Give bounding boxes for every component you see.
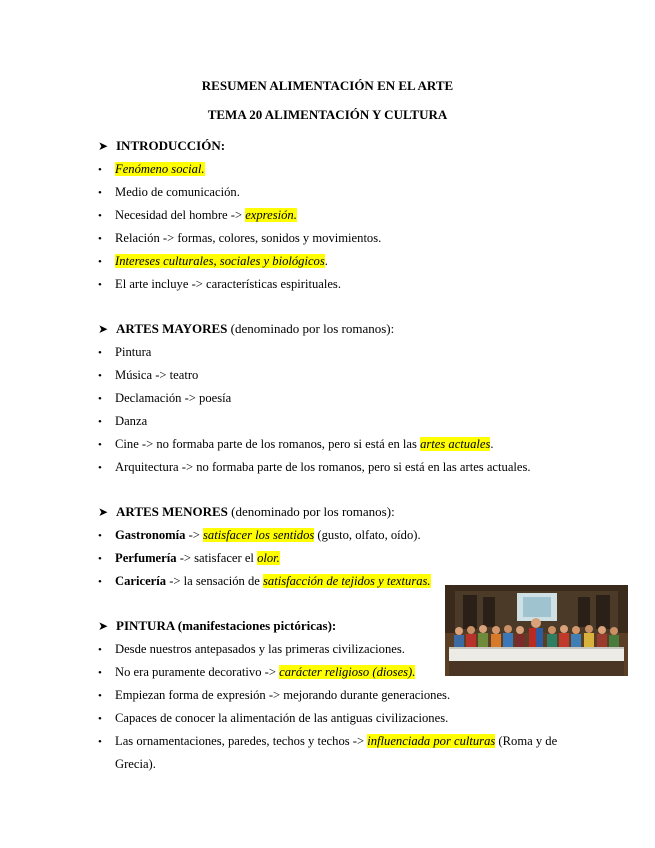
list-item: • Gastronomía -> satisfacer los sentidos (gusto, olfato, oído). [98,528,421,542]
bullet-icon: • [98,210,102,222]
list-item: • Perfumería -> satisfacer el olor. [98,551,280,565]
list-item: • Caricería -> la sensación de satisfacción de tejidos y texturas. [98,574,431,588]
bullet-icon: • [98,370,102,382]
list-item: • Las ornamentaciones, paredes, techos y techos -> influenciada por culturas (Roma y de [98,734,558,748]
bullet-icon: • [98,644,102,656]
arrow-icon: ➤ [98,505,109,519]
list-item: • Desde nuestros antepasados y las primeras civilizaciones. [98,642,405,656]
section-heading-menores: ➤ ARTES MENORES (denominado por los romanos): [98,504,395,519]
list-item: • Declamación -> poesía [98,391,232,405]
bullet-icon: • [98,164,102,176]
bullet-icon: • [98,462,102,474]
bullet-icon: • [98,736,102,748]
bullet-icon: • [98,233,102,245]
bullet-icon: • [98,690,102,702]
bullet-icon: • [98,553,102,565]
section-heading-intro: ➤ INTRODUCCIÓN: [98,138,226,153]
bullet-icon: • [98,187,102,199]
list-item: • El arte incluye -> características espirituales. [98,277,341,291]
last-supper-painting [445,585,628,676]
list-item: • Medio de comunicación. [98,185,240,199]
list-item: • Pintura [98,345,152,359]
bullet-icon: • [98,279,102,291]
list-item: • Empiezan forma de expresión -> mejorando durante generaciones. [98,688,451,702]
list-item: • Relación -> formas, colores, sonidos y movimientos. [98,231,382,245]
list-item: • Música -> teatro [98,368,199,382]
bullet-icon: • [98,713,102,725]
section-heading-pintura: ➤ PINTURA (manifestaciones pictóricas): [98,618,337,633]
list-item: • Cine -> no formaba parte de los romanos, pero si está en las artes actuales. [98,437,494,451]
document-title: RESUMEN ALIMENTACIÓN EN EL ARTE [201,78,454,93]
list-item-continuation: Grecia). [115,757,156,771]
list-item: • Intereses culturales, sociales y biológicos. [98,254,328,268]
arrow-icon: ➤ [98,139,109,153]
list-item: • Danza [98,414,148,428]
bullet-icon: • [98,530,102,542]
bullet-icon: • [98,667,102,679]
list-item: • Capaces de conocer la alimentación de las antiguas civilizaciones. [98,711,449,725]
list-item: • Necesidad del hombre -> expresión. [98,208,297,222]
bullet-icon: • [98,393,102,405]
bullet-icon: • [98,576,102,588]
bullet-icon: • [98,416,102,428]
list-item: • No era puramente decorativo -> carácter religioso (dioses). [98,665,416,679]
bullet-icon: • [98,256,102,268]
arrow-icon: ➤ [98,619,109,633]
bullet-icon: • [98,347,102,359]
list-item: • Fenómeno social. [98,162,205,176]
bullet-icon: • [98,439,102,451]
list-item: • Arquitectura -> no formaba parte de los romanos, pero si está en las artes actuales. [98,460,531,474]
section-heading-mayores: ➤ ARTES MAYORES (denominado por los romanos): [98,321,395,336]
document-subtitle: TEMA 20 ALIMENTACIÓN Y CULTURA [207,107,448,122]
arrow-icon: ➤ [98,322,109,336]
